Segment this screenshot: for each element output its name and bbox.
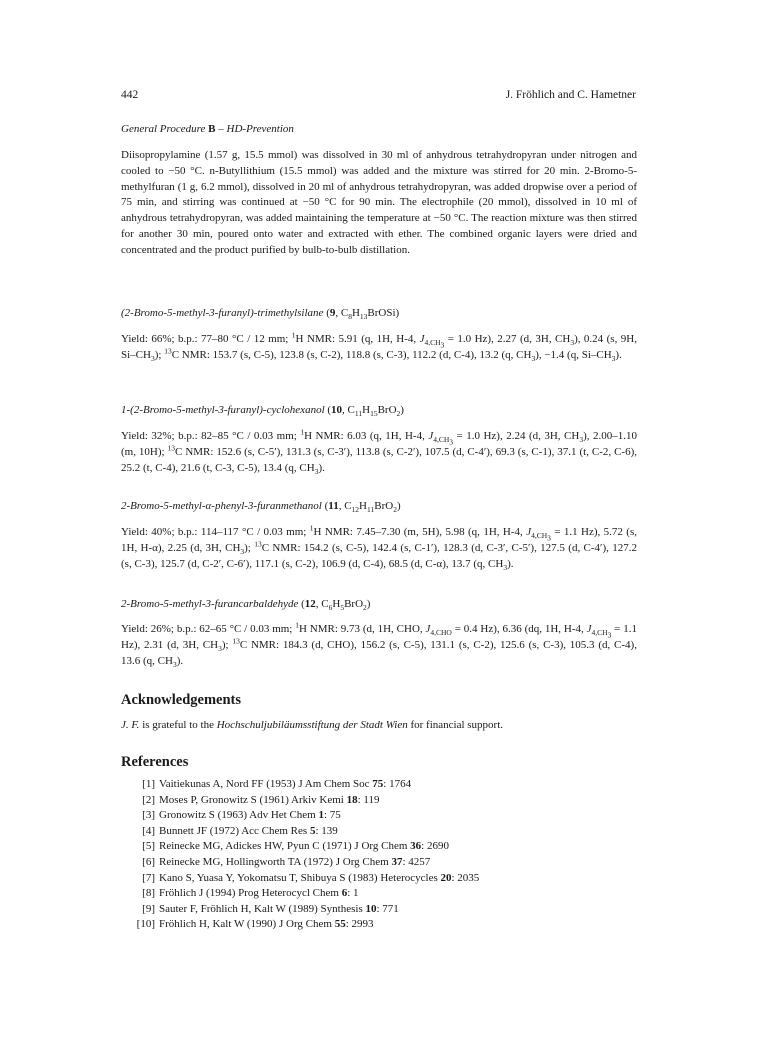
reference-text: Kano S, Yuasa Y, Yokomatsu T, Shibuya S (1983) Heterocycles 20: 2035 [159,871,480,884]
procedure-title: General Procedure B – HD-Prevention [121,123,294,135]
references-heading: References [121,754,189,770]
reference-text: Vaitiekunas A, Nord FF (1953) J Am Chem Soc 75: 1764 [159,778,412,790]
reference-number: [2] [142,793,155,806]
reference-item [121,793,641,809]
compound-11-data: Yield: 40%; b.p.: 114–117 °C / 0.03 mm; $^1$H NMR: 7.45–7.30 (m, 5H), 5.98 (q, 1H, H-4, $J_{4,CH_3} = 1.1$ Hz), 5.72 (s, 1H, H-α), 2.25 (d, 3H, $CH_3$); $^{13}$C NMR: 154.2 (s, C-5), 142.4 (s, C-1′), 128.3 (d, C-3′, C-5′), 127.5 (d, C-4′), 127.2 (s, C-3), 125.7 (d, C-2′, C-6′), 117.1 (s, C-2), 106.9 (d, C-4), 68.5 (d, C-α), 13.7 (q, $CH_3$). [121,523,638,572]
acknowledgements-text: J. F. is grateful to the Hochschuljubiläumsstiftung der Stadt Wien for financial support. [121,719,504,731]
reference-item [121,886,641,902]
reference-text: Reinecke MG, Adickes HW, Pyun C (1971) J Org Chem 36: 2690 [159,840,449,853]
reference-item [121,902,641,918]
compound-12-heading: 2-Bromo-5-methyl-3-furancarbaldehyde (12, $C_6H_5BrO_2$) [121,598,371,613]
compound-9-heading: (2-Bromo-5-methyl-3-furanyl)-trimethylsilane (9, $C_8H_{13}BrOSi$) [121,307,400,322]
reference-text: Sauter F, Fröhlich H, Kalt W (1989) Synthesis 10: 771 [159,902,399,915]
compound-10-heading: 1-(2-Bromo-5-methyl-3-furanyl)-cyclohexanol (10, $C_{11}H_{15}BrO_2$) [121,404,404,419]
reference-number: [8] [142,887,155,900]
compound-9-data: Yield: 66%; b.p.: 77–80 °C / 12 mm; $^1$H NMR: 5.91 (q, 1H, H-4, $J_{4,CH_3} = 1.0$ Hz), 2.27 (d, 3H, $CH_3$), 0.24 (s, 9H, $Si-CH_3$); $^{13}$C NMR: 153.7 (s, C-5), 123.8 (s, C-2), 118.8 (s, C-3), 112.2 (d, C-4), 13.2 (q, $CH_3$), −1.4 (q, $Si-CH_3$). [121,330,637,363]
compound-11-heading: 2-Bromo-5-methyl-α-phenyl-3-furanmethanol (11, $C_{12}H_{11}BrO_2$) [121,500,401,515]
reference-number: [5] [142,840,155,853]
reference-number: [3] [142,809,155,822]
references-list [121,777,641,933]
acknowledgements-heading: Acknowledgements [121,692,242,708]
page-number: 442 [121,89,139,101]
procedure-body: Diisopropylamine (1.57 g, 15.5 mmol) was dissolved in 30 ml of anhydrous tetrahydropyran under nitrogen and cooled to −50 °C. n-Butyllithium (15.5 mmol) was added and the mixture was stirred for 20 min. 2-Bromo-5-methylfuran (1 g, 6.2 mmol), dissolved in 20 ml of anhydrous tetrahydropyran, was added dropwise over a period of 75 min, and stirring was continued at −50 °C for 90 min. The electrophile (20 mmol), dissolved in 10 ml of anhydrous tetrahydropyran, was added maintaining the temperature at −50 °C. The reaction mixture was then stirred for another 30 min, poured onto water and extracted with ether. The combined organic layers were dried and concentrated and the product purified by bulb-to-bulb distillation. [121,149,637,256]
reference-number: [10] [136,918,155,931]
reference-item [121,824,641,840]
reference-text: Gronowitz S (1963) Adv Het Chem 1: 75 [159,809,341,822]
reference-item [121,855,641,871]
running-authors: J. Fröhlich and C. Hametner [505,89,636,101]
reference-number: [4] [142,824,155,837]
reference-text: Fröhlich H, Kalt W (1990) J Org Chem 55: 2993 [159,918,374,931]
reference-item [121,777,641,793]
reference-text: Bunnett JF (1972) Acc Chem Res 5: 139 [159,824,338,837]
reference-number: [6] [142,855,155,868]
reference-item [121,808,641,824]
reference-text: Fröhlich J (1994) Prog Heterocycl Chem 6: 1 [159,887,359,900]
compound-10-data: Yield: 32%; b.p.: 82–85 °C / 0.03 mm; $^1$H NMR: 6.03 (q, 1H, H-4, $J_{4,CH_3} = 1.0$ Hz), 2.24 (d, 3H, $CH_3$), 2.00–1.10 (m, 10H); $^{13}$C NMR: 152.6 (s, C-5′), 131.3 (s, C-3′), 113.8 (s, C-2′), 107.5 (d, C-4′), 69.3 (s, C-1), 37.1 (t, C-2, C-6), 25.2 (t, C-4), 21.6 (t, C-3, C-5), 13.4 (q, $CH_3$). [121,427,637,476]
reference-number: [7] [142,871,155,884]
reference-text: Reinecke MG, Hollingworth TA (1972) J Org Chem 37: 4257 [159,855,431,868]
reference-number: [9] [142,902,155,915]
reference-number: [1] [142,778,155,790]
reference-item [121,917,641,933]
running-header [121,89,636,105]
compound-12-data: Yield: 26%; b.p.: 62–65 °C / 0.03 mm; $^1$H NMR: 9.73 (d, 1H, CHO, $J_{4,CHO} = 0.4$ Hz), 6.36 (dq, 1H, H-4, $J_{4,CH_3} = 1.1$ Hz), 2.31 (d, 3H, $CH_3$); $^{13}$C NMR: 184.3 (d, CHO), 156.2 (s, C-5), 131.1 (s, C-2), 125.6 (s, C-3), 105.3 (d, C-4), 13.6 (q, $CH_3$). [121,620,637,669]
reference-item [121,871,641,887]
reference-item [121,839,641,855]
reference-text: Moses P, Gronowitz S (1961) Arkiv Kemi 18: 119 [159,793,380,806]
